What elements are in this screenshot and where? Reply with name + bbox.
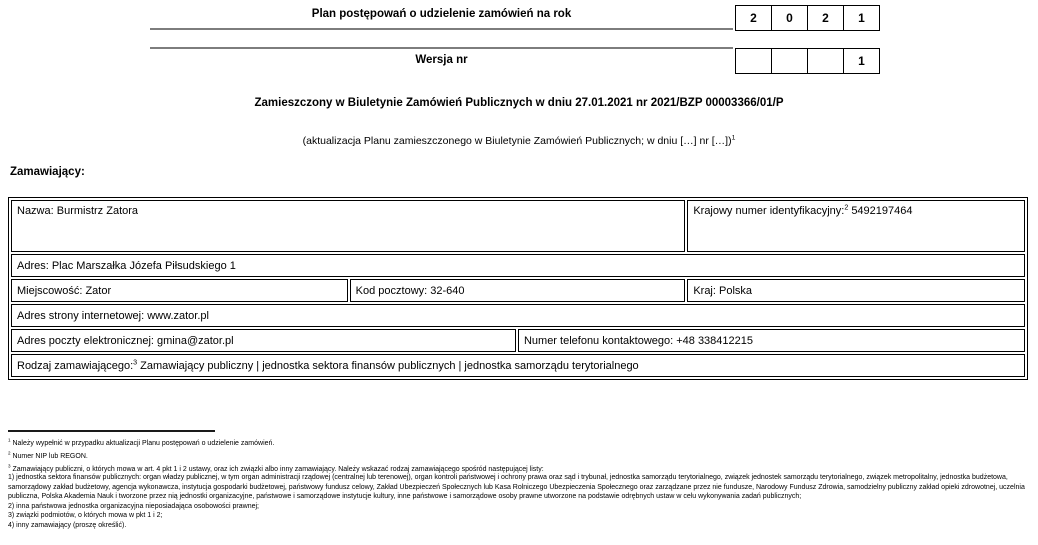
- list-item: 1) jednostka sektora finansów publicznych: organ władzy publicznej, w tym organ administracji rządowej (centralnej lub terenowej), organ kontroli państwowej i ochrony prawa oraz sąd i trybunał, jednostka samorządu terytorialnego, związek jednostek samorządu terytorialnego, związek metropolitalny, jednostka budżetowa, samorządowy zakład budżetowy, agencja wykonawcza, instytucja gospodarki budżetowej, państwowy fundusz celowy, Zakład Ubezpieczeń Społecznych lub Kasa Rolniczego Ubezpieczenia Społecznego oraz zarządzane przez nie fundusze, Narodowy Fundusz Zdrowia, samodzielny publiczny zakład opieki zdrowotnej, uczelnia publiczna, Polska Akademia Nauk i tworzone przez nią jednostki organizacyjne, państwowe i samorządowe instytucje kultury, inne państwowe i samorządowe osoby prawne utworzone na podstawie odrębnych ustaw w celu wykonywania zadań publicznych;: [8, 474, 1025, 500]
- version-label: Wersja nr: [415, 54, 468, 66]
- authority-type-label: Rodzaj zamawiającego:: [17, 359, 134, 372]
- footnote-separator: [8, 430, 215, 432]
- version-digit-cell: 1: [843, 48, 880, 74]
- horizontal-rule: [150, 28, 733, 30]
- version-digit-boxes: [735, 48, 880, 74]
- authority-type-value: Zamawiający publiczny | jednostka sektora finansów publicznych | jednostka samorządu terytorialnego: [140, 359, 639, 372]
- list-item: 4) inny zamawiający (proszę określić).: [8, 521, 127, 529]
- table-row: [11, 304, 1025, 327]
- footnote-1: [8, 437, 1036, 450]
- update-note-text: (aktualizacja Planu zamieszczonego w Biuletynie Zamówień Publicznych; w dniu […] nr […]): [302, 135, 732, 147]
- list-item: 3) związki podmiotów, o których mowa w pkt 1 i 2;: [8, 512, 163, 519]
- authority-type-list: [8, 473, 1036, 530]
- table-row: [11, 354, 1025, 377]
- horizontal-rule: [150, 47, 733, 49]
- year-digit-cell: 1: [843, 5, 880, 31]
- footnote-2-text: Numer NIP lub REGON.: [12, 453, 88, 460]
- authority-table: [8, 197, 1028, 380]
- footnote-1-marker: 1: [8, 437, 11, 443]
- authority-name-cell: Nazwa: Burmistrz Zatora: [11, 200, 685, 252]
- national-id-value: 5492197464: [851, 205, 913, 217]
- footnote-ref-1: 1: [731, 134, 736, 142]
- national-id-label: Krajowy numer identyfikacyjny:: [693, 205, 845, 217]
- footnote-2-marker: 2: [8, 450, 11, 456]
- bulletin-publication-line: Zamieszczony w Biuletynie Zamówień Publicznych w dniu 27.01.2021 nr 2021/BZP 00003366/01/P: [254, 97, 784, 109]
- authority-type-cell: [11, 354, 1025, 377]
- plan-title: Plan postępowań o udzielenie zamówień na rok: [311, 8, 572, 20]
- footnote-3-text: Zamawiający publiczni, o których mowa w art. 4 pkt 1 i 2 ustawy, oraz ich związki albo inny zamawiający. Należy wskazać rodzaj zamawiającego spośród następującej listy:: [12, 466, 544, 473]
- table-row: [11, 254, 1025, 277]
- footnotes-block: [8, 437, 1036, 476]
- postal-code-cell: Kod pocztowy: 32-640: [350, 279, 686, 302]
- footnote-1-text: Należy wypełnić w przypadku aktualizacji Planu postępowań o udzielenie zamówień.: [12, 440, 275, 447]
- year-digit-cell: 0: [771, 5, 808, 31]
- phone-cell: Numer telefonu kontaktowego: +48 338412215: [518, 329, 1025, 352]
- national-id-cell: [687, 200, 1025, 252]
- country-cell: Kraj: Polska: [687, 279, 1025, 302]
- list-item: 2) inna państwowa jednostka organizacyjna nieposiadająca osobowości prawnej;: [8, 502, 259, 510]
- table-row: [11, 279, 1025, 302]
- email-cell: Adres poczty elektronicznej: gmina@zator.pl: [11, 329, 516, 352]
- footnote-ref-3: 3: [133, 357, 138, 366]
- table-row: [11, 329, 1025, 352]
- footnote-ref-2: 2: [844, 203, 849, 212]
- year-digit-boxes: [735, 5, 880, 31]
- year-digit-cell: 2: [735, 5, 772, 31]
- website-cell: Adres strony internetowej: www.zator.pl: [11, 304, 1025, 327]
- contracting-authority-label: Zamawiający:: [10, 166, 85, 178]
- version-digit-cell: [771, 48, 808, 74]
- table-row: [11, 200, 1025, 252]
- version-digit-cell: [735, 48, 772, 74]
- address-cell: Adres: Plac Marszałka Józefa Piłsudskiego 1: [11, 254, 1025, 277]
- footnote-2: [8, 450, 1036, 463]
- footnote-3-marker: 3: [8, 463, 11, 469]
- city-cell: Miejscowość: Zator: [11, 279, 348, 302]
- update-note-line: [0, 135, 1038, 147]
- year-digit-cell: 2: [807, 5, 844, 31]
- version-digit-cell: [807, 48, 844, 74]
